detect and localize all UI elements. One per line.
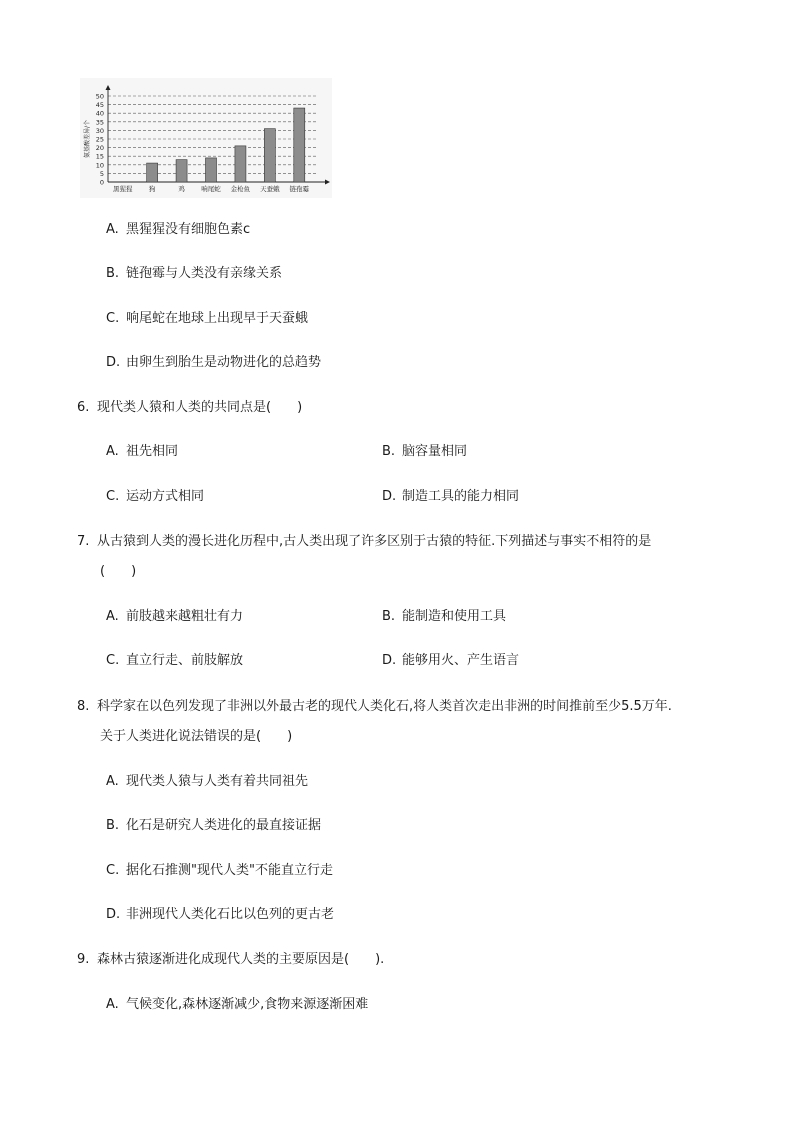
q9-option-a[interactable] (106, 996, 368, 1014)
amino-acid-difference-chart (80, 78, 332, 198)
q6-option-a[interactable] (106, 443, 178, 461)
option-text: 运动方式相同 (126, 489, 205, 504)
y-tick-label: 5 (99, 169, 104, 178)
question-text: 现代类人猿和人类的共同点是( ) (97, 400, 303, 415)
option-text: 脑容量相同 (402, 444, 468, 459)
q8-option-a[interactable] (106, 773, 308, 791)
option-label: A. (106, 997, 119, 1012)
q7-stem-line1 (77, 533, 651, 551)
q8-option-c[interactable] (106, 862, 333, 880)
option-label: A. (106, 774, 119, 789)
option-label: C. (106, 311, 120, 326)
q6-option-c[interactable] (106, 488, 204, 506)
x-axis-arrow (325, 180, 330, 185)
bar (294, 108, 305, 182)
option-text: 气候变化,森林逐渐减少,食物来源逐渐困难 (126, 997, 369, 1012)
q5-option-d[interactable] (106, 354, 321, 372)
option-label: D. (382, 653, 397, 668)
q7-option-b[interactable] (382, 608, 506, 626)
category-label: 链孢霉 (289, 185, 310, 193)
y-tick-label: 30 (95, 126, 104, 135)
y-tick-label: 0 (99, 178, 104, 187)
question-number: 9. (77, 952, 90, 967)
q7-stem-line2: ( ) (100, 564, 137, 579)
option-text: 制造工具的能力相同 (402, 489, 520, 504)
q7-option-a[interactable] (106, 608, 243, 626)
question-text: 科学家在以色列发现了非洲以外最古老的现代人类化石,将人类首次走出非洲的时间推前至少5.5万年. (97, 699, 672, 714)
q7-option-c[interactable] (106, 652, 243, 670)
option-label: B. (106, 818, 120, 833)
q5-option-c[interactable] (106, 310, 308, 328)
option-label: B. (382, 444, 396, 459)
q5-option-a[interactable] (106, 221, 250, 239)
chart-svg (80, 78, 332, 198)
category-label: 天蚕蛾 (260, 185, 280, 193)
option-text: 前肢越来越粗壮有力 (126, 609, 244, 624)
option-label: B. (382, 609, 396, 624)
question-number: 8. (77, 699, 90, 714)
bar (176, 160, 187, 182)
option-text: 非洲现代人类化石比以色列的更古老 (126, 907, 335, 922)
y-tick-label: 45 (95, 101, 104, 110)
option-text: 直立行走、前肢解放 (126, 653, 244, 668)
option-text: 能够用火、产生语言 (402, 653, 520, 668)
question-number: 6. (77, 400, 90, 415)
option-text: 能制造和使用工具 (402, 609, 507, 624)
q8-stem-line1 (77, 698, 672, 716)
option-label: B. (106, 266, 120, 281)
option-label: D. (106, 355, 121, 370)
q6-option-d[interactable] (382, 488, 519, 506)
q6-stem (77, 399, 302, 417)
bar (264, 129, 275, 182)
q8-stem-line2: 关于人类进化说法错误的是( ) (100, 729, 293, 744)
category-label: 黑猩猩 (112, 185, 133, 193)
y-axis-arrow (106, 85, 111, 90)
option-label: A. (106, 444, 119, 459)
y-tick-label: 50 (95, 92, 104, 101)
option-label: C. (106, 653, 120, 668)
q6-option-b[interactable] (382, 443, 467, 461)
y-tick-label: 10 (95, 161, 104, 170)
option-label: C. (106, 863, 120, 878)
option-text: 现代类人猿与人类有着共同祖先 (126, 774, 309, 789)
q8-option-b[interactable] (106, 817, 321, 835)
option-text: 化石是研究人类进化的最直接证据 (126, 818, 322, 833)
question-text: 从古猿到人类的漫长进化历程中,古人类出现了许多区别于古猿的特征.下列描述与事实不相符的是 (97, 534, 652, 549)
option-label: A. (106, 609, 119, 624)
q7-option-d[interactable] (382, 652, 519, 670)
y-tick-label: 25 (95, 135, 104, 144)
y-tick-label: 20 (95, 144, 104, 153)
q5-option-b[interactable] (106, 265, 282, 283)
option-text: 链孢霉与人类没有亲缘关系 (126, 266, 283, 281)
y-axis-label: 氨基酸差异/个 (84, 119, 91, 159)
bar (235, 146, 246, 182)
option-text: 祖先相同 (126, 444, 179, 459)
option-text: 据化石推测"现代人类"不能直立行走 (126, 863, 333, 878)
option-text: 黑猩猩没有细胞色素c (126, 222, 251, 237)
category-label: 响尾蛇 (201, 185, 221, 193)
option-text: 响尾蛇在地球上出现早于天蚕蛾 (126, 311, 309, 326)
option-label: D. (106, 907, 121, 922)
bar (206, 158, 217, 182)
option-label: C. (106, 489, 120, 504)
option-label: D. (382, 489, 397, 504)
category-label: 金枪鱼 (230, 185, 251, 193)
y-tick-label: 40 (95, 109, 104, 118)
y-tick-label: 35 (95, 118, 104, 127)
category-label: 狗 (148, 185, 156, 193)
option-label: A. (106, 222, 119, 237)
question-text: 森林古猿逐渐进化成现代人类的主要原因是( ). (97, 952, 385, 967)
q9-stem (77, 951, 384, 969)
question-number: 7. (77, 534, 90, 549)
bar (147, 163, 158, 182)
y-tick-label: 15 (95, 152, 104, 161)
category-label: 鸡 (178, 185, 185, 193)
option-text: 由卵生到胎生是动物进化的总趋势 (126, 355, 322, 370)
q8-option-d[interactable] (106, 906, 334, 924)
